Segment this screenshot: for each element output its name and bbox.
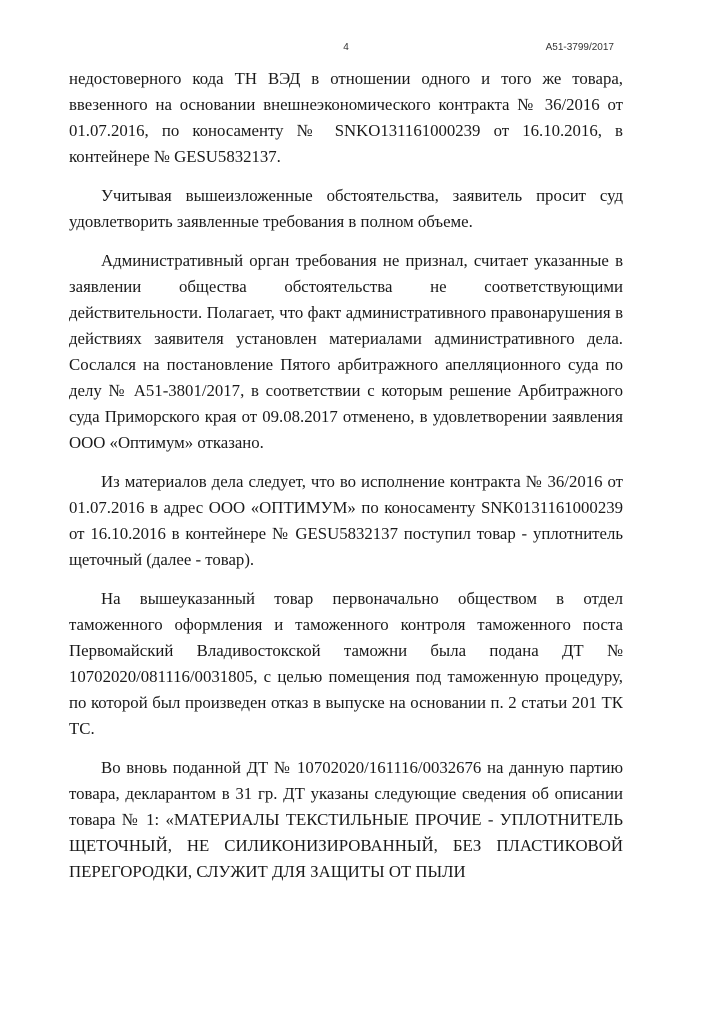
page-number: 4 bbox=[343, 42, 349, 53]
paragraph-continuation: недостоверного кода ТН ВЭД в отношении одного и того же товара, ввезенного на основании внешнеэкономического контракта № 36/2016 от 01.07.2016, по коносаменту № SNKO131161000239 от 16.10.2016, в контейнере № GESU5832137. bbox=[69, 69, 623, 166]
paragraph-case-materials: Из материалов дела следует, что во исполнение контракта № 36/2016 от 01.07.2016 в адрес ООО «ОПТИМУМ» по коносаменту SNK0131161000239 от 16.10.2016 в контейнере № GESU5832137 поступил товар - уплотнитель щеточный (далее - товар). bbox=[69, 472, 623, 569]
paragraph-new-declaration: Во вновь поданной ДТ № 10702020/161116/0032676 на данную партию товара, декларантом в 31 гр. ДТ указаны следующие сведения об описании товара № 1: «МАТЕРИАЛЫ ТЕКСТИЛЬНЫЕ ПРОЧИЕ - УПЛОТНИТЕЛЬ ЩЕТОЧНЫЙ, НЕ СИЛИКОНИЗИРОВАННЫЙ, БЕЗ ПЛАСТИКОВОЙ ПЕРЕГОРОДКИ, СЛУЖИТ ДЛЯ ЗАЩИТЫ ОТ ПЫЛИ bbox=[69, 758, 623, 881]
paragraph-initial-declaration: На вышеуказанный товар первоначально обществом в отдел таможенного оформления и таможенного контроля таможенного поста Первомайский Владивостокской таможни была подана ДТ № 10702020/081116/0031805, с целью помещения под таможенную процедуру, по которой был произведен отказ в выпуске на основании п. 2 статьи 201 ТК ТС. bbox=[69, 589, 623, 738]
case-number: А51-3799/2017 bbox=[545, 42, 614, 53]
document-body bbox=[69, 66, 623, 885]
paragraph-claimant-request: Учитывая вышеизложенные обстоятельства, заявитель просит суд удовлетворить заявленные требования в полном объеме. bbox=[69, 186, 623, 231]
paragraph-administrative-position: Административный орган требования не признал, считает указанные в заявлении общества обстоятельства не соответствующими действительности. Полагает, что факт административного правонарушения в действиях заявителя установлен материалами административного дела. Сослался на постановление Пятого арбитражного апелляционного суда по делу № А51-3801/2017, в соответствии с которым решение Арбитражного суда Приморского края от 09.08.2017 отменено, в удовлетворении заявления ООО «Оптимум» отказано. bbox=[69, 251, 623, 452]
